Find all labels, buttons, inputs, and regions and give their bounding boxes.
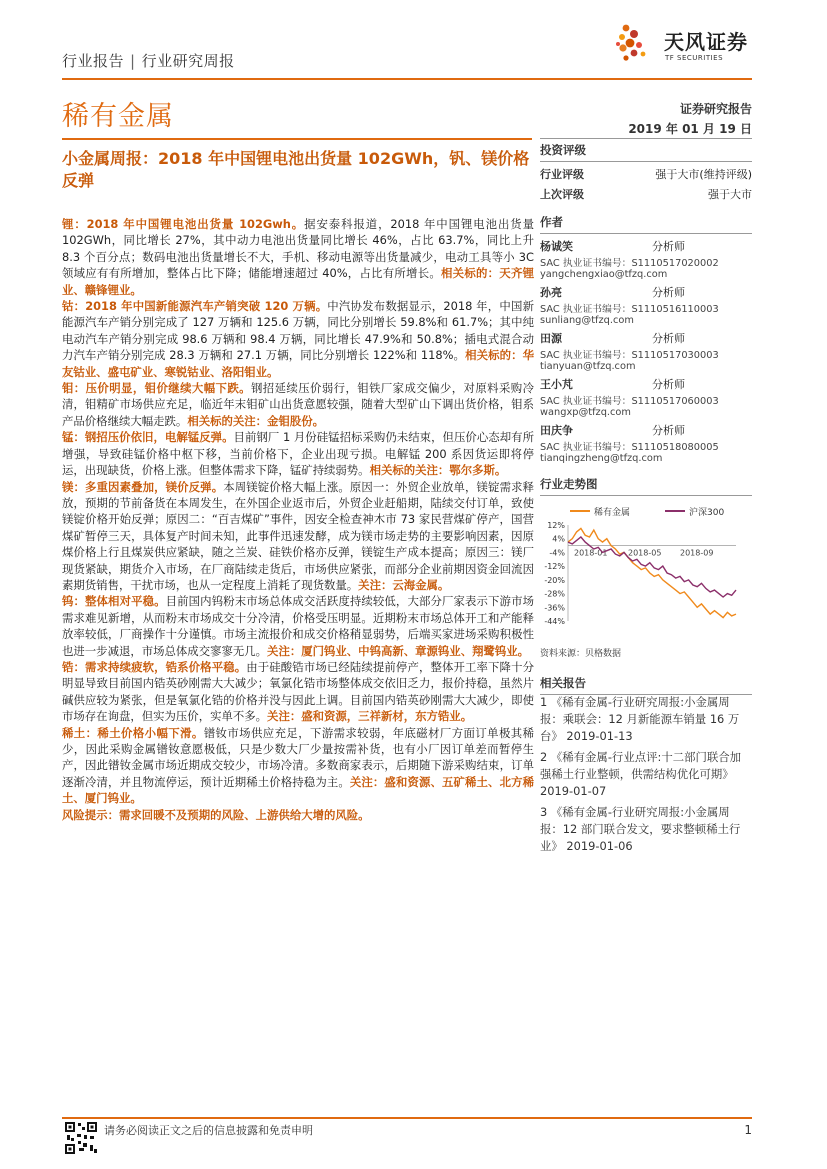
trend-chart [540, 503, 752, 663]
para-body: 据安泰科报道，2018 年中国锂电池出货量 102GWh，同比增长 27%，其中动力电池出货量同比增长 46%，占比 63.7%，同比上升 8.3 个百分点；数码电池出货量增长不大，手机、移动电源等出货量减少，电动工具等小 3C 领域应有有所增加，整体占比下降；储能增速超过 40%，占比有所增长。 [62, 217, 534, 281]
previous-rating-value: 强于大市 [708, 188, 752, 201]
para-lead: 锂：2018 年中国锂电池出货量 102Gwh。 [62, 217, 305, 231]
para-lead: 锰：钢招压价依旧，电解锰反弹。 [62, 430, 234, 445]
trend-panel [540, 476, 752, 496]
related-report-title[interactable]: 3 《稀有金属-行业研究周报:小金属周报：12 部门联合发文，要求整顿稀土行业》 [540, 805, 741, 853]
previous-rating-label: 上次评级 [540, 188, 584, 201]
author-name: 孙亮 [540, 286, 562, 299]
footer-divider [62, 1117, 752, 1119]
related-heading: 相关报告 [540, 675, 752, 695]
author-entry [540, 284, 752, 326]
para-body: 镨钕市场供应充足，下游需求较弱，年底磁材厂方面订单极其稀少，因此采购金属镨钕意愿极低，只是少数大厂少量按需补货，也有小厂因订单差而暂停生产，因此镨钕金属市场近期成交较少，市场冷清。多数商家表示，后期随下游采购结束，订单逐渐冷清，并且物流停运，预计近期稀土价格持稳为主。 [62, 725, 534, 789]
author-sac-id: SAC 执业证书编号：S1110517030003 [540, 350, 719, 361]
author-email[interactable]: tianyuan@tfzq.com [540, 361, 636, 372]
y-tick-label: -20% [544, 575, 565, 585]
author-entry [540, 330, 752, 372]
paragraph-lithium [62, 216, 534, 298]
author-sac-id: SAC 执业证书编号：S1110518080005 [540, 442, 719, 453]
para-lead: 风险提示：需求回暖不及预期的风险、上游供给大增的风险。 [62, 807, 370, 822]
chart-source: 资料来源：贝格数据 [540, 649, 622, 659]
author-name: 田源 [540, 332, 562, 345]
previous-rating-row [540, 186, 752, 202]
sector-title: 稀有金属 [62, 101, 174, 132]
para-tail: 关注：盛和资源、五矿稀土、北方稀土、厦门钨业。 [62, 774, 534, 806]
author-role: 分析师 [652, 332, 685, 345]
paragraph-zirconium [62, 659, 534, 725]
author-entry [540, 376, 752, 418]
page-number: 1 [744, 1123, 752, 1137]
authors-list [540, 238, 752, 464]
author-role: 分析师 [652, 424, 685, 437]
para-lead: 稀土：稀土价格小幅下滑。 [62, 725, 204, 740]
x-tick-label: 2018-01 [574, 548, 608, 558]
author-row [540, 376, 752, 392]
para-tail: 关注：云海金属。 [358, 577, 450, 592]
author-sac-id: SAC 执业证书编号：S1110516110003 [540, 304, 719, 315]
rating-heading: 投资评级 [540, 142, 752, 162]
brand-name-en: TF SECURITIES [665, 54, 724, 62]
para-tail: 相关标的关注：金钼股份。 [187, 413, 325, 428]
para-lead: 钴：2018 年中国新能源汽车产销突破 120 万辆。 [62, 299, 328, 314]
para-body: 目前钢厂 1 月份硅锰招标采购仍未结束，但压价心态却有所增强，导致硅锰价格中枢下移，当前价格下，企业出现亏损。电解锰 200 系因货运即将停运，出现缺货，价格上涨。但整体需求下降，锰矿持续弱势。 [62, 430, 534, 478]
legend-label: 沪深300 [689, 508, 725, 518]
paragraph-magnesium [62, 479, 534, 594]
report-type: 证券研究报告 [679, 102, 752, 116]
author-email[interactable]: yangchengxiao@tfzq.com [540, 269, 668, 280]
related-reports [540, 694, 752, 859]
series-line [568, 537, 736, 597]
author-role: 分析师 [652, 378, 685, 391]
industry-rating-row [540, 166, 752, 182]
para-tail: 关注：盛和资源，三祥新材，东方锆业。 [267, 709, 473, 724]
legend-label: 稀有金属 [594, 508, 631, 518]
paragraph-risk [62, 807, 534, 823]
y-tick-label: -4% [549, 548, 565, 558]
para-body: 目前国内钨粉末市场总体成交活跃度持续较低，大部分厂家表示下游市场需求难见新增，从而粉末市场成交十分冷清，价格受压明显。近期粉末市场总体开工和产能释放率较低，厂商操作十分谨慎。市场主流报价和成交价格稍显弱势，后端买家进场采购积极性也进一步减退，市场总体成交寥寥无几。 [62, 594, 534, 658]
para-lead: 锆：需求持续疲软，锆系价格平稳。 [62, 659, 247, 674]
related-report-item[interactable] [540, 694, 752, 745]
related-report-date: 2019-01-06 [566, 839, 633, 853]
para-tail: 相关标的：天齐锂业、赣锋锂业。 [62, 266, 534, 297]
author-email[interactable]: tianqingzheng@tfzq.com [540, 453, 663, 464]
author-email[interactable]: sunliang@tfzq.com [540, 315, 634, 326]
paragraph-cobalt [62, 298, 534, 380]
para-tail: 相关标的关注：鄂尔多斯。 [369, 463, 507, 478]
authors-heading: 作者 [540, 214, 752, 234]
related-report-title[interactable]: 1 《稀有金属-行业研究周报:小金属周报：乘联会：12 月新能源车销量 16 万台》 [540, 695, 740, 743]
series-line [568, 528, 736, 617]
report-category: 行业报告 | 行业研究周报 [62, 52, 235, 70]
category-label: 行业报告 [62, 52, 125, 70]
trend-chart-svg [540, 503, 752, 643]
report-title: 小金属周报：2018 年中国锂电池出货量 102GWh，钒、镁价格反弹 [62, 149, 530, 190]
industry-rating-value: 强于大市(维持评级) [655, 168, 752, 181]
related-report-date: 2019-01-13 [566, 729, 633, 743]
y-tick-label: -36% [544, 603, 565, 613]
y-tick-label: 12% [547, 521, 565, 530]
para-body: 中汽协发布数据显示，2018 年，中国新能源汽车产销分别完成了 127 万辆和 125.6 万辆，同比分别增长 59.8%和 61.7%；其中纯电动汽车产销分别完成 98.6 万辆和 98.4 万辆，同比增长 47.9%和 50.8%；插电式混合动力汽车产销分别完成 28.3 万辆和 27.1 万辆，同比分别增长 122%和 118%。 [62, 299, 534, 363]
qr-code-icon [64, 1121, 98, 1155]
paragraph-manganese [62, 429, 534, 478]
author-role: 分析师 [652, 286, 685, 299]
para-tail: 关注：厦门钨业、中钨高新、章源钨业、翔鹭钨业。 [267, 643, 530, 658]
subcategory-label: 行业研究周报 [141, 52, 235, 70]
para-body: 本周镁锭价格大幅上涨。原因一：外贸企业放单，镁锭需求释放，预期的节前备货在本周发生，在外国企业返市后，外贸企业赶船期，陆续交付订单，致使镁锭价格开始反弹；原因二：“百吉煤矿”事件，因安全检查神木市 73 家民营煤矿停产，国营煤矿暂停三天，具体复产时间未知，此事件迅速发酵，成为镁市场走势的主要影响因素，因原煤价格上行且煤炭供应紧缺，随之兰炭、硅铁价格亦反弹，镁锭生产成本提高；原因三：镁厂现货紧缺，期货介入市场，在厂商陆续走货后，市场供应紧张，而部分企业前期因资金回流因素期货销售，干扰市场，也从一定程度上消耗了现货数量。 [62, 479, 534, 592]
top-divider [62, 78, 752, 80]
related-report-date: 2019-01-07 [540, 784, 607, 798]
author-row [540, 330, 752, 346]
report-body [62, 216, 534, 823]
related-report-item[interactable] [540, 749, 752, 800]
para-body: 由于硅酸锆市场已经陆续提前停产，整体开工率下降十分明显导致目前国内锆英砂刚需大大减少；氧氯化锆市场整体成交依旧乏力，报价持稳，虽然片碱供应较为紧张，但是氧氯化锆的价格并没与因此上调。目前国内锆英砂刚需大大减少，即使市场存在询盘，但实为压价，实单不多。 [62, 659, 534, 724]
para-tail: 相关标的：华友钴业、盛屯矿业、寒锐钴业、洛阳钼业。 [62, 348, 534, 379]
author-name: 王小芃 [540, 378, 573, 391]
paragraph-rare-earth [62, 725, 534, 807]
paragraph-tungsten [62, 593, 534, 659]
author-email[interactable]: wangxp@tfzq.com [540, 407, 631, 418]
author-row [540, 422, 752, 438]
author-entry [540, 422, 752, 464]
y-tick-label: -28% [544, 589, 565, 599]
date-divider [540, 138, 752, 139]
authors-panel [540, 214, 752, 464]
y-tick-label: -12% [544, 562, 565, 572]
y-tick-label: 4% [552, 534, 565, 544]
author-role: 分析师 [652, 240, 685, 253]
para-lead: 钨：整体相对平稳。 [62, 594, 166, 609]
author-sac-id: SAC 执业证书编号：S1110517020002 [540, 258, 719, 269]
industry-rating-label: 行业评级 [540, 168, 584, 181]
footer-disclaimer: 请务必阅读正文之后的信息披露和免责申明 [104, 1124, 313, 1137]
para-body: 钢招延续压价弱行，钼铁厂家成交偏少，对原料采购冷清，钼精矿市场供应充足，临近年末钼矿山出货意愿较强，随着大型矿山下调出货价格，钼系产品价格继续大幅走跌。 [62, 381, 534, 428]
paragraph-molybdenum [62, 380, 534, 429]
author-row [540, 238, 752, 254]
para-lead: 钼：压价明显，钼价继续大幅下跌。 [62, 381, 251, 396]
x-tick-label: 2018-09 [680, 548, 714, 558]
author-name: 杨诚笑 [540, 240, 573, 253]
author-name: 田庆争 [540, 424, 573, 437]
related-report-title[interactable]: 2 《稀有金属-行业点评:十二部门联合加强稀土行业整顿，供需结构优化可期》 [540, 750, 742, 781]
x-tick-label: 2018-05 [628, 548, 662, 558]
author-sac-id: SAC 执业证书编号：S1110517060003 [540, 396, 719, 407]
brand-name: 天风证券 [664, 30, 748, 54]
related-report-item[interactable] [540, 804, 752, 855]
para-lead: 镁：多重因素叠加，镁价反弹。 [62, 479, 224, 494]
title-divider [62, 138, 532, 140]
author-row [540, 284, 752, 300]
author-entry [540, 238, 752, 280]
rating-panel [540, 142, 752, 202]
y-tick-label: -44% [544, 617, 565, 626]
trend-heading: 行业走势图 [540, 476, 752, 496]
report-date: 2019 年 01 月 19 日 [628, 122, 752, 136]
